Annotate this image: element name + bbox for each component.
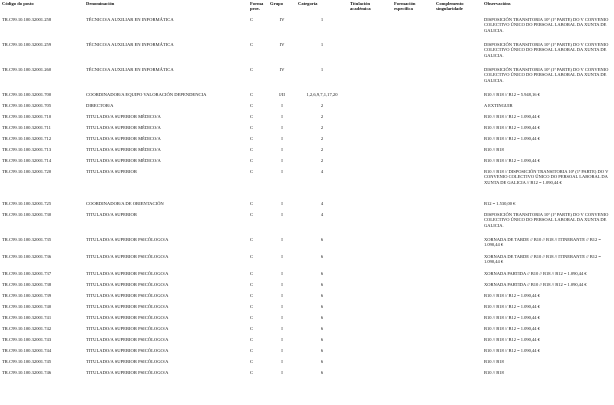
cell-complemento bbox=[434, 158, 482, 169]
cell-codigo: TR.C99.10.100.32001.720 bbox=[2, 169, 52, 174]
cell-titulacion bbox=[348, 114, 392, 125]
cell-complemento bbox=[434, 359, 482, 370]
cell-denominacion: TÉCNICO/A AUXILIAR EN INFORMÁTICA bbox=[86, 42, 174, 47]
table-row bbox=[0, 201, 612, 212]
cell-categoria: 6 bbox=[320, 337, 324, 342]
cell-titulacion bbox=[348, 337, 392, 348]
cell-observacions: B10 // B18 // B12 = 1.090,44 € bbox=[484, 136, 540, 141]
cell-denominacion: TITULADO/A SUPERIOR PSICÓLOGO/A bbox=[86, 254, 169, 259]
cell-complemento bbox=[434, 42, 482, 67]
cell-complemento bbox=[434, 201, 482, 212]
cell-formacion bbox=[392, 304, 434, 315]
cell-observacions: DISPOSICIÓN TRANSITORIA 10ª (1ª PARTE) DO V CONVENIO COLECTIVO ÚNICO DO PERSOAL LABORAL DA XUNTA DE GALICIA. bbox=[484, 212, 609, 228]
table-row bbox=[0, 359, 612, 370]
cell-grupo: I bbox=[281, 237, 283, 242]
cell-observacions: B10 // B18 // B12 = 1.090,44 € bbox=[484, 337, 540, 342]
table-row bbox=[0, 147, 612, 158]
cell-denominacion: TITULADO/A SUPERIOR bbox=[86, 169, 137, 174]
table-row bbox=[0, 125, 612, 136]
cell-forma: C bbox=[250, 136, 254, 141]
cell-forma: C bbox=[250, 304, 254, 309]
cell-observacions: B10 // B18 // B12 = 1.090,44 € bbox=[484, 293, 540, 298]
cell-grupo: I bbox=[281, 304, 283, 309]
cell-formacion bbox=[392, 169, 434, 201]
cell-codigo: TR.C99.10.100.32001.710 bbox=[2, 114, 52, 119]
cell-complemento bbox=[434, 103, 482, 114]
header-titulacion: Titulación académica bbox=[350, 1, 371, 12]
cell-forma: C bbox=[250, 271, 254, 276]
cell-forma: C bbox=[250, 125, 254, 130]
cell-formacion bbox=[392, 114, 434, 125]
cell-grupo: IV bbox=[279, 42, 285, 47]
cell-formacion bbox=[392, 254, 434, 271]
cell-formacion bbox=[392, 42, 434, 67]
cell-grupo: IV bbox=[279, 67, 285, 72]
cell-codigo: TR.C99.10.100.32001.260 bbox=[2, 67, 52, 72]
cell-titulacion bbox=[348, 92, 392, 103]
cell-titulacion bbox=[348, 370, 392, 381]
cell-complemento bbox=[434, 125, 482, 136]
cell-complemento bbox=[434, 114, 482, 125]
cell-titulacion bbox=[348, 136, 392, 147]
header-denominacion: Denominación bbox=[86, 1, 115, 6]
cell-categoria: 6 bbox=[320, 293, 324, 298]
cell-denominacion: TITULADO/A SUPERIOR bbox=[86, 212, 137, 217]
cell-observacions: B10 // B18 // B12 = 1.090,44 € bbox=[484, 326, 540, 331]
cell-formacion bbox=[392, 271, 434, 282]
table-row bbox=[0, 293, 612, 304]
cell-grupo: I bbox=[281, 147, 283, 152]
cell-denominacion: TITULADO/A SUPERIOR PSICÓLOGO/A bbox=[86, 304, 169, 309]
cell-observacions: DISPOSICIÓN TRANSITORIA 10ª (1ª PARTE) DO V CONVENIO COLECTIVO ÚNICO DO PERSOAL LABORAL DA XUNTA DE GALICIA. bbox=[484, 42, 609, 58]
table-row bbox=[0, 237, 612, 254]
cell-forma: C bbox=[250, 42, 254, 47]
header-complemento: Complemento singularidade bbox=[436, 1, 464, 12]
cell-grupo: I bbox=[281, 103, 283, 108]
cell-codigo: TR.C99.10.100.32001.714 bbox=[2, 158, 52, 163]
cell-complemento bbox=[434, 17, 482, 42]
cell-denominacion: TITULADO/A SUPERIOR PSICÓLOGO/A bbox=[86, 293, 169, 298]
cell-grupo: I bbox=[281, 136, 283, 141]
cell-grupo: I bbox=[281, 370, 283, 375]
cell-formacion bbox=[392, 237, 434, 254]
cell-forma: C bbox=[250, 348, 254, 353]
cell-categoria: 6 bbox=[320, 282, 324, 287]
cell-codigo: TR.C99.10.100.32001.740 bbox=[2, 304, 52, 309]
cell-denominacion: COORDINADOR/A EQUIPO VALORACIÓN DEPENDENCIA bbox=[86, 92, 207, 97]
header-codigo: Código do posto bbox=[2, 1, 34, 6]
cell-categoria: 4 bbox=[320, 169, 324, 174]
cell-denominacion: TITULADO/A SUPERIOR PSICÓLOGO/A bbox=[86, 271, 169, 276]
cell-categoria: 6 bbox=[320, 359, 324, 364]
cell-codigo: TR.C99.10.100.32001.744 bbox=[2, 348, 52, 353]
cell-titulacion bbox=[348, 125, 392, 136]
cell-grupo: I bbox=[281, 201, 283, 206]
cell-forma: C bbox=[250, 315, 254, 320]
cell-codigo: TR.C99.10.100.32001.711 bbox=[2, 125, 51, 130]
cell-complemento bbox=[434, 237, 482, 254]
table-row bbox=[0, 271, 612, 282]
cell-formacion bbox=[392, 370, 434, 381]
table-row bbox=[0, 92, 612, 103]
cell-complemento bbox=[434, 370, 482, 381]
cell-categoria: 6 bbox=[320, 271, 324, 276]
cell-titulacion bbox=[348, 326, 392, 337]
cell-forma: C bbox=[250, 212, 254, 217]
cell-observacions: B10 // B18 // B12 = 1.090,44 € bbox=[484, 158, 540, 163]
cell-complemento bbox=[434, 348, 482, 359]
cell-denominacion: TITULADO/A SUPERIOR MÉDICO/A bbox=[86, 147, 161, 152]
cell-forma: C bbox=[250, 103, 254, 108]
cell-titulacion bbox=[348, 147, 392, 158]
cell-formacion bbox=[392, 337, 434, 348]
cell-denominacion: TITULADO/A SUPERIOR PSICÓLOGO/A bbox=[86, 237, 169, 242]
cell-observacions: B10 // B18 // B12 = 1.090,44 € bbox=[484, 125, 540, 130]
cell-formacion bbox=[392, 293, 434, 304]
cell-forma: C bbox=[250, 169, 254, 174]
cell-titulacion bbox=[348, 201, 392, 212]
cell-codigo: TR.C99.10.100.32001.725 bbox=[2, 201, 52, 206]
cell-observacions: B10 // B18 // B12 = 5.948,16 € bbox=[484, 92, 540, 97]
cell-complemento bbox=[434, 326, 482, 337]
cell-formacion bbox=[392, 136, 434, 147]
cell-observacions: B12 = 1.530,00 € bbox=[484, 201, 516, 206]
cell-codigo: TR.C99.10.100.32001.736 bbox=[2, 254, 52, 259]
table-row bbox=[0, 212, 612, 237]
cell-grupo: I bbox=[281, 212, 283, 217]
cell-grupo: I bbox=[281, 337, 283, 342]
cell-forma: C bbox=[250, 293, 254, 298]
cell-denominacion: TITULADO/A SUPERIOR MÉDICO/A bbox=[86, 158, 161, 163]
cell-grupo: I bbox=[281, 326, 283, 331]
cell-grupo: I bbox=[281, 254, 283, 259]
cell-denominacion: TITULADO/A SUPERIOR PSICÓLOGO/A bbox=[86, 326, 169, 331]
cell-denominacion: TITULADO/A SUPERIOR PSICÓLOGO/A bbox=[86, 315, 169, 320]
cell-forma: C bbox=[250, 158, 254, 163]
cell-grupo: I bbox=[281, 169, 283, 174]
cell-forma: C bbox=[250, 370, 254, 375]
table-row bbox=[0, 169, 612, 201]
table-row bbox=[0, 304, 612, 315]
header-forma: Forma prov. bbox=[250, 1, 264, 12]
cell-titulacion bbox=[348, 348, 392, 359]
cell-categoria: 1 bbox=[320, 42, 324, 47]
cell-categoria: 6 bbox=[320, 348, 324, 353]
cell-categoria: 4 bbox=[320, 212, 324, 217]
cell-grupo: I bbox=[281, 125, 283, 130]
table-row bbox=[0, 370, 612, 381]
cell-observacions: DISPOSICIÓN TRANSITORIA 10ª (1ª PARTE) DO V CONVENIO COLECTIVO ÚNICO DO PERSOAL LABORAL DA XUNTA DE GALICIA. bbox=[484, 67, 609, 83]
cell-titulacion bbox=[348, 254, 392, 271]
cell-denominacion: TITULADO/A SUPERIOR PSICÓLOGO/A bbox=[86, 359, 169, 364]
cell-categoria: 6 bbox=[320, 254, 324, 259]
cell-grupo: I bbox=[281, 348, 283, 353]
cell-codigo: TR.C99.10.100.32001.730 bbox=[2, 212, 52, 217]
table-row bbox=[0, 315, 612, 326]
cell-grupo: I bbox=[281, 271, 283, 276]
cell-denominacion: TITULADO/A SUPERIOR MÉDICO/A bbox=[86, 125, 161, 130]
cell-forma: C bbox=[250, 282, 254, 287]
cell-observacions: A EXTINGUIR bbox=[484, 103, 513, 108]
cell-denominacion: TITULADO/A SUPERIOR MÉDICO/A bbox=[86, 136, 161, 141]
cell-formacion bbox=[392, 158, 434, 169]
cell-categoria: 4 bbox=[320, 201, 324, 206]
cell-categoria: 2 bbox=[320, 114, 324, 119]
cell-categoria: 2 bbox=[320, 136, 324, 141]
cell-grupo: I bbox=[281, 315, 283, 320]
cell-categoria: 2 bbox=[320, 158, 324, 163]
table-row bbox=[0, 254, 612, 271]
cell-observacions: B10 // B18 // B12 = 1.090,44 € bbox=[484, 114, 540, 119]
cell-titulacion bbox=[348, 293, 392, 304]
cell-formacion bbox=[392, 92, 434, 103]
cell-observacions: B10 // B18 bbox=[484, 147, 504, 152]
cell-formacion bbox=[392, 67, 434, 92]
cell-codigo: TR.C99.10.100.32001.742 bbox=[2, 326, 52, 331]
cell-complemento bbox=[434, 337, 482, 348]
cell-observacions: DISPOSICIÓN TRANSITORIA 10ª (1ª PARTE) DO V CONVENIO COLECTIVO ÚNICO DO PERSOAL LABORAL DA XUNTA DE GALICIA. bbox=[484, 17, 609, 33]
cell-categoria: 6 bbox=[320, 237, 324, 242]
cell-formacion bbox=[392, 326, 434, 337]
cell-observacions: XORNADA PARTIDA // B10 // B18 // B12 = 1.090,44 € bbox=[484, 271, 587, 276]
cell-complemento bbox=[434, 212, 482, 237]
cell-titulacion bbox=[348, 158, 392, 169]
cell-categoria: 6 bbox=[320, 315, 324, 320]
cell-forma: C bbox=[250, 147, 254, 152]
cell-observacions: B10 // B18 // B12 = 1.090,44 € bbox=[484, 315, 540, 320]
cell-complemento bbox=[434, 254, 482, 271]
cell-formacion bbox=[392, 282, 434, 293]
cell-denominacion: COORDINADOR/A DE ORIENTACIÓN bbox=[86, 201, 164, 206]
cell-categoria: 2 bbox=[320, 125, 324, 130]
table-row bbox=[0, 67, 612, 92]
cell-titulacion bbox=[348, 282, 392, 293]
cell-formacion bbox=[392, 103, 434, 114]
cell-observacions: B10 // B18 bbox=[484, 359, 504, 364]
cell-categoria: 6 bbox=[320, 304, 324, 309]
cell-titulacion bbox=[348, 17, 392, 42]
cell-observacions: B10 // B18 // B12 = 1.090,44 € bbox=[484, 348, 540, 353]
table-row bbox=[0, 17, 612, 42]
cell-denominacion: TITULADO/A SUPERIOR PSICÓLOGO/A bbox=[86, 348, 169, 353]
table-row bbox=[0, 326, 612, 337]
cell-observacions: XORNADA DE TARDE // B10 // B18 // ITINERANTE // B12 = 1.090,44 € bbox=[484, 237, 601, 248]
cell-denominacion: TITULADO/A SUPERIOR PSICÓLOGO/A bbox=[86, 370, 169, 375]
table-row bbox=[0, 282, 612, 293]
cell-forma: C bbox=[250, 201, 254, 206]
table-row bbox=[0, 103, 612, 114]
cell-codigo: TR.C99.10.100.32001.743 bbox=[2, 337, 52, 342]
cell-codigo: TR.C99.10.100.32001.741 bbox=[2, 315, 52, 320]
cell-denominacion: DIRECTOR/A bbox=[86, 103, 114, 108]
cell-complemento bbox=[434, 136, 482, 147]
cell-complemento bbox=[434, 271, 482, 282]
cell-complemento bbox=[434, 147, 482, 158]
cell-categoria: 1 bbox=[320, 17, 324, 22]
cell-codigo: TR.C99.10.100.32001.712 bbox=[2, 136, 52, 141]
cell-forma: C bbox=[250, 254, 254, 259]
table-row bbox=[0, 158, 612, 169]
cell-observacions: B10 // B18 // DISPOSICIÓN TRANSITORIA 10ª (1ª PARTE) DO V CONVENIO COLECTIVO ÚNICO DO PERSOAL LABORAL DA XUNTA DE GALICIA // B12 = 1.090,44 € bbox=[484, 169, 609, 185]
table-header-row bbox=[0, 0, 612, 17]
cell-complemento bbox=[434, 67, 482, 92]
cell-formacion bbox=[392, 315, 434, 326]
cell-codigo: TR.C99.10.100.32001.705 bbox=[2, 103, 52, 108]
table-row bbox=[0, 337, 612, 348]
cell-formacion bbox=[392, 212, 434, 237]
cell-codigo: TR.C99.10.100.32001.746 bbox=[2, 370, 52, 375]
cell-titulacion bbox=[348, 212, 392, 237]
table-row bbox=[0, 42, 612, 67]
cell-complemento bbox=[434, 304, 482, 315]
cell-forma: C bbox=[250, 237, 254, 242]
cell-grupo: I bbox=[281, 114, 283, 119]
cell-codigo: TR.C99.10.100.32001.738 bbox=[2, 282, 52, 287]
cell-complemento bbox=[434, 92, 482, 103]
cell-denominacion: TÉCNICO/A AUXILIAR EN INFORMÁTICA bbox=[86, 17, 174, 22]
header-observacions: Observacións bbox=[484, 1, 511, 6]
header-categoria: Categoría bbox=[298, 1, 318, 6]
header-formacion: Formación específica bbox=[394, 1, 416, 12]
cell-denominacion: TITULADO/A SUPERIOR PSICÓLOGO/A bbox=[86, 337, 169, 342]
cell-codigo: TR.C99.10.100.32001.713 bbox=[2, 147, 52, 152]
cell-titulacion bbox=[348, 67, 392, 92]
cell-categoria: 1 bbox=[320, 67, 324, 72]
cell-titulacion bbox=[348, 271, 392, 282]
table-row bbox=[0, 114, 612, 125]
cell-codigo: TR.C99.10.100.32001.700 bbox=[2, 92, 52, 97]
cell-categoria: 2 bbox=[320, 103, 324, 108]
cell-grupo: I bbox=[281, 282, 283, 287]
cell-denominacion: TÉCNICO/A AUXILIAR EN INFORMÁTICA bbox=[86, 67, 174, 72]
cell-titulacion bbox=[348, 304, 392, 315]
cell-grupo: I/II bbox=[279, 92, 285, 97]
cell-grupo: IV bbox=[279, 17, 285, 22]
cell-formacion bbox=[392, 17, 434, 42]
cell-titulacion bbox=[348, 103, 392, 114]
cell-categoria: 6 bbox=[320, 370, 324, 375]
cell-codigo: TR.C99.10.100.32001.735 bbox=[2, 237, 52, 242]
cell-forma: C bbox=[250, 114, 254, 119]
header-grupo: Grupo bbox=[270, 1, 284, 6]
cell-titulacion bbox=[348, 359, 392, 370]
cell-observacions: XORNADA DE TARDE // B10 // B18 // ITINERANTE // B12 = 1.090,44 € bbox=[484, 254, 601, 265]
cell-complemento bbox=[434, 169, 482, 201]
cell-formacion bbox=[392, 147, 434, 158]
cell-observacions: B10 // B18 // B12 = 1.090,44 € bbox=[484, 304, 540, 309]
cell-grupo: I bbox=[281, 293, 283, 298]
cell-titulacion bbox=[348, 169, 392, 201]
cell-forma: C bbox=[250, 326, 254, 331]
cell-categoria: 1,2,6,9,7,1,17,20 bbox=[306, 92, 338, 97]
cell-titulacion bbox=[348, 315, 392, 326]
cell-forma: C bbox=[250, 359, 254, 364]
table-row bbox=[0, 348, 612, 359]
cell-complemento bbox=[434, 293, 482, 304]
cell-observacions: B10 // B18 bbox=[484, 370, 504, 375]
table-row bbox=[0, 136, 612, 147]
cell-codigo: TR.C99.10.100.32001.258 bbox=[2, 17, 52, 22]
cell-codigo: TR.C99.10.100.32001.259 bbox=[2, 42, 52, 47]
cell-formacion bbox=[392, 201, 434, 212]
cell-observacions: XORNADA PARTIDA // B10 // B18 // B12 = 1.090,44 € bbox=[484, 282, 587, 287]
cell-formacion bbox=[392, 359, 434, 370]
cell-titulacion bbox=[348, 237, 392, 254]
cell-titulacion bbox=[348, 42, 392, 67]
cell-codigo: TR.C99.10.100.32001.737 bbox=[2, 271, 52, 276]
cell-grupo: I bbox=[281, 359, 283, 364]
cell-forma: C bbox=[250, 337, 254, 342]
cell-grupo: I bbox=[281, 158, 283, 163]
cell-denominacion: TITULADO/A SUPERIOR MÉDICO/A bbox=[86, 114, 161, 119]
cell-complemento bbox=[434, 315, 482, 326]
cell-codigo: TR.C99.10.100.32001.745 bbox=[2, 359, 52, 364]
cell-forma: C bbox=[250, 17, 254, 22]
cell-formacion bbox=[392, 348, 434, 359]
cell-complemento bbox=[434, 282, 482, 293]
cell-categoria: 2 bbox=[320, 147, 324, 152]
cell-forma: C bbox=[250, 92, 254, 97]
cell-denominacion: TITULADO/A SUPERIOR PSICÓLOGO/A bbox=[86, 282, 169, 287]
cell-codigo: TR.C99.10.100.32001.739 bbox=[2, 293, 52, 298]
cell-categoria: 6 bbox=[320, 326, 324, 331]
cell-forma: C bbox=[250, 67, 254, 72]
cell-formacion bbox=[392, 125, 434, 136]
